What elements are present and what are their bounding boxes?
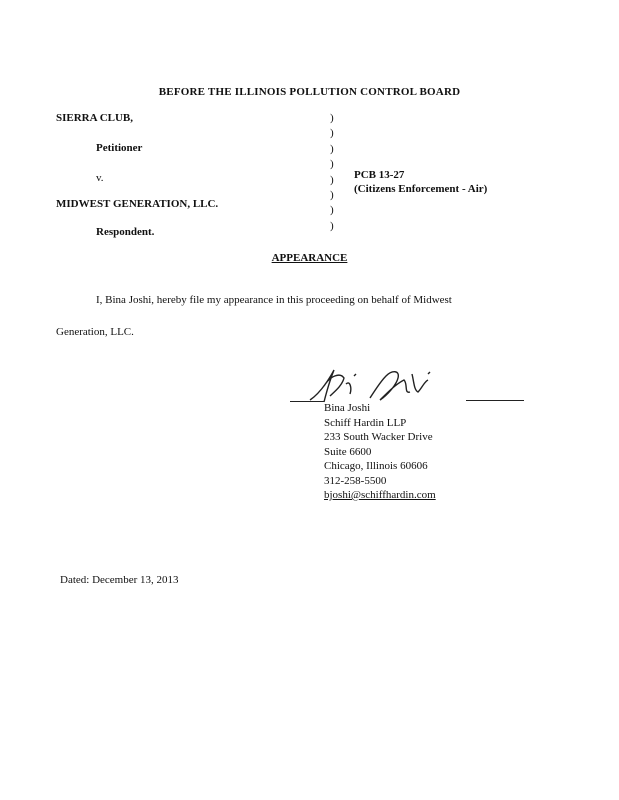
signature-line-left bbox=[290, 401, 324, 402]
caption-bracket: ) ) ) ) ) ) ) ) bbox=[330, 112, 334, 232]
firm-name: Schiff Hardin LLP bbox=[324, 416, 407, 429]
body-line-2: Generation, LLC. bbox=[56, 326, 134, 338]
case-number: PCB 13-27 bbox=[354, 169, 405, 181]
versus: v. bbox=[96, 172, 104, 184]
signature-line-right bbox=[466, 400, 524, 401]
dated: Dated: December 13, 2013 bbox=[60, 574, 179, 586]
city-state-zip: Chicago, Illinois 60606 bbox=[324, 460, 428, 472]
petitioner-role: Petitioner bbox=[96, 142, 143, 154]
phone: 312-258-5500 bbox=[324, 474, 387, 487]
body-line-1: I, Bina Joshi, hereby file my appearance in this proceeding on behalf of Midwest bbox=[96, 294, 452, 306]
court-title: BEFORE THE ILLINOIS POLLUTION CONTROL BOARD bbox=[158, 86, 461, 98]
respondent-role: Respondent. bbox=[96, 226, 155, 238]
email-link[interactable]: bjoshi@schiffhardin.com bbox=[324, 489, 436, 501]
street-address: 233 South Wacker Drive bbox=[324, 431, 433, 443]
signer-name: Bina Joshi bbox=[324, 402, 371, 414]
appearance-heading: APPEARANCE bbox=[271, 252, 348, 264]
signature-block bbox=[324, 401, 436, 503]
case-type: (Citizens Enforcement - Air) bbox=[354, 183, 488, 195]
petitioner-name: SIERRA CLUB, bbox=[56, 112, 134, 124]
respondent-name: MIDWEST GENERATION, LLC. bbox=[56, 198, 219, 210]
suite: Suite 6600 bbox=[324, 445, 372, 458]
